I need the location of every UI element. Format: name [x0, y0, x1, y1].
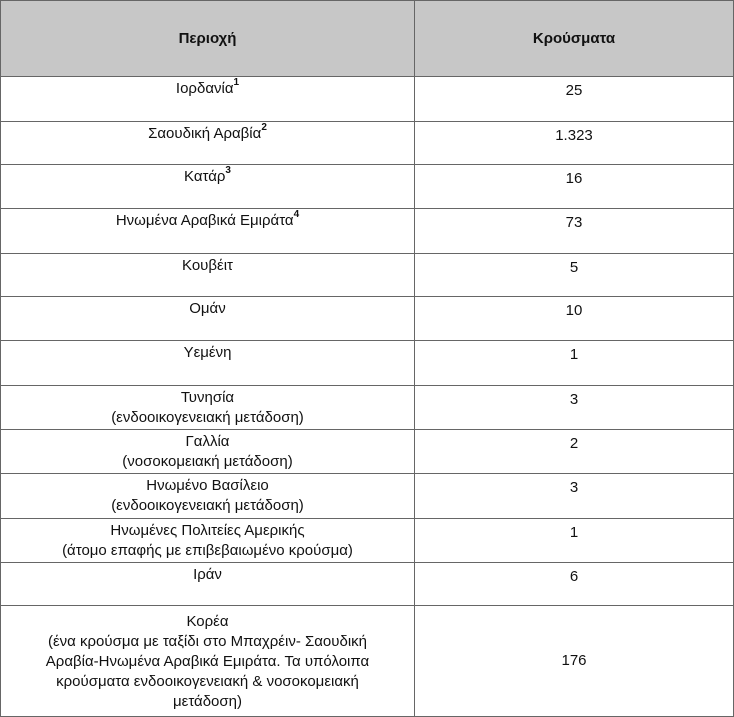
area-text: Κατάρ [184, 168, 226, 185]
area-text: (νοσοκομειακή μετάδοση) [122, 453, 293, 470]
area-line [9, 432, 406, 452]
area-text: (ενδοοικογενειακή μετάδοση) [111, 409, 304, 426]
cell-cases: 6 [415, 563, 734, 606]
cell-cases: 2 [415, 430, 734, 474]
cell-cases: 176 [415, 606, 734, 717]
area-line [9, 672, 406, 692]
area-line [9, 565, 406, 585]
table-row [1, 122, 734, 165]
area-text: Ομάν [189, 300, 226, 317]
header-row [1, 1, 734, 77]
footnote-marker: 4 [293, 209, 300, 220]
cell-cases: 1 [415, 519, 734, 563]
table-row [1, 606, 734, 717]
area-line [9, 343, 406, 363]
cell-area [1, 254, 415, 297]
area-line [9, 452, 406, 472]
cell-area [1, 165, 415, 209]
area-text: Υεμένη [183, 344, 232, 361]
cell-cases: 16 [415, 165, 734, 209]
area-line [9, 632, 406, 652]
table-row [1, 77, 734, 122]
area-text: Σαουδική Αραβία [148, 125, 262, 142]
cell-area [1, 563, 415, 606]
area-text: Ηνωμένα Αραβικά Εμιράτα [115, 212, 294, 229]
area-text: Κορέα [186, 613, 229, 630]
area-line [9, 79, 406, 99]
area-line [9, 211, 406, 231]
cell-area [1, 430, 415, 474]
table-row [1, 297, 734, 341]
cell-cases: 1 [415, 341, 734, 386]
area-line [9, 521, 406, 541]
footnote-marker: 1 [233, 77, 240, 88]
cell-cases: 3 [415, 386, 734, 430]
area-line [9, 652, 406, 672]
cell-area [1, 386, 415, 430]
area-line [9, 388, 406, 408]
area-line [9, 612, 406, 632]
area-text: Τυνησία [180, 389, 235, 406]
area-text: Αραβία-Ηνωμένα Αραβικά Εμιράτα. Τα υπόλοιπα [45, 653, 370, 670]
area-text: μετάδοση) [172, 693, 242, 710]
footnote-marker: 3 [225, 165, 231, 176]
area-line [9, 692, 406, 712]
area-text: (ένα κρούσμα με ταξίδι στο Μπαχρέιν- Σαουδική [47, 633, 367, 650]
area-text: Ιράν [193, 566, 222, 583]
cell-area [1, 606, 415, 717]
area-text: Κουβέιτ [182, 257, 233, 274]
area-line [9, 256, 406, 276]
table-row [1, 563, 734, 606]
cell-area [1, 297, 415, 341]
area-text: Ηνωμένο Βασίλειο [146, 477, 269, 494]
cell-cases: 5 [415, 254, 734, 297]
table-row [1, 341, 734, 386]
table-row [1, 430, 734, 474]
cell-cases: 25 [415, 77, 734, 122]
cell-area [1, 122, 415, 165]
area-text: Γαλλία [185, 433, 230, 450]
cell-area [1, 341, 415, 386]
area-line [9, 541, 406, 561]
area-text: (άτομο επαφής με επιβεβαιωμένο κρούσμα) [62, 542, 353, 559]
cell-area [1, 209, 415, 254]
table-row [1, 386, 734, 430]
area-line [9, 476, 406, 496]
area-line [9, 408, 406, 428]
table-row [1, 254, 734, 297]
header-cases: Κρούσματα [415, 1, 734, 77]
area-line [9, 496, 406, 516]
cell-area [1, 474, 415, 519]
footnote-marker: 2 [261, 122, 267, 133]
table-row [1, 165, 734, 209]
table-row [1, 519, 734, 563]
cell-area [1, 77, 415, 122]
area-text: κρούσματα ενδοοικογενειακή & νοσοκομειακή [56, 673, 359, 690]
cell-cases: 3 [415, 474, 734, 519]
table-row [1, 474, 734, 519]
cell-area [1, 519, 415, 563]
cell-cases: 10 [415, 297, 734, 341]
area-text: Ηνωμένες Πολιτείες Αμερικής [110, 522, 305, 539]
table-row [1, 209, 734, 254]
cell-cases: 73 [415, 209, 734, 254]
area-line [9, 124, 406, 144]
area-line [9, 167, 406, 187]
cell-cases: 1.323 [415, 122, 734, 165]
area-text: (ενδοοικογενειακή μετάδοση) [111, 497, 304, 514]
area-line [9, 299, 406, 319]
area-text: Ιορδανία [175, 80, 234, 97]
header-area: Περιοχή [1, 1, 415, 77]
